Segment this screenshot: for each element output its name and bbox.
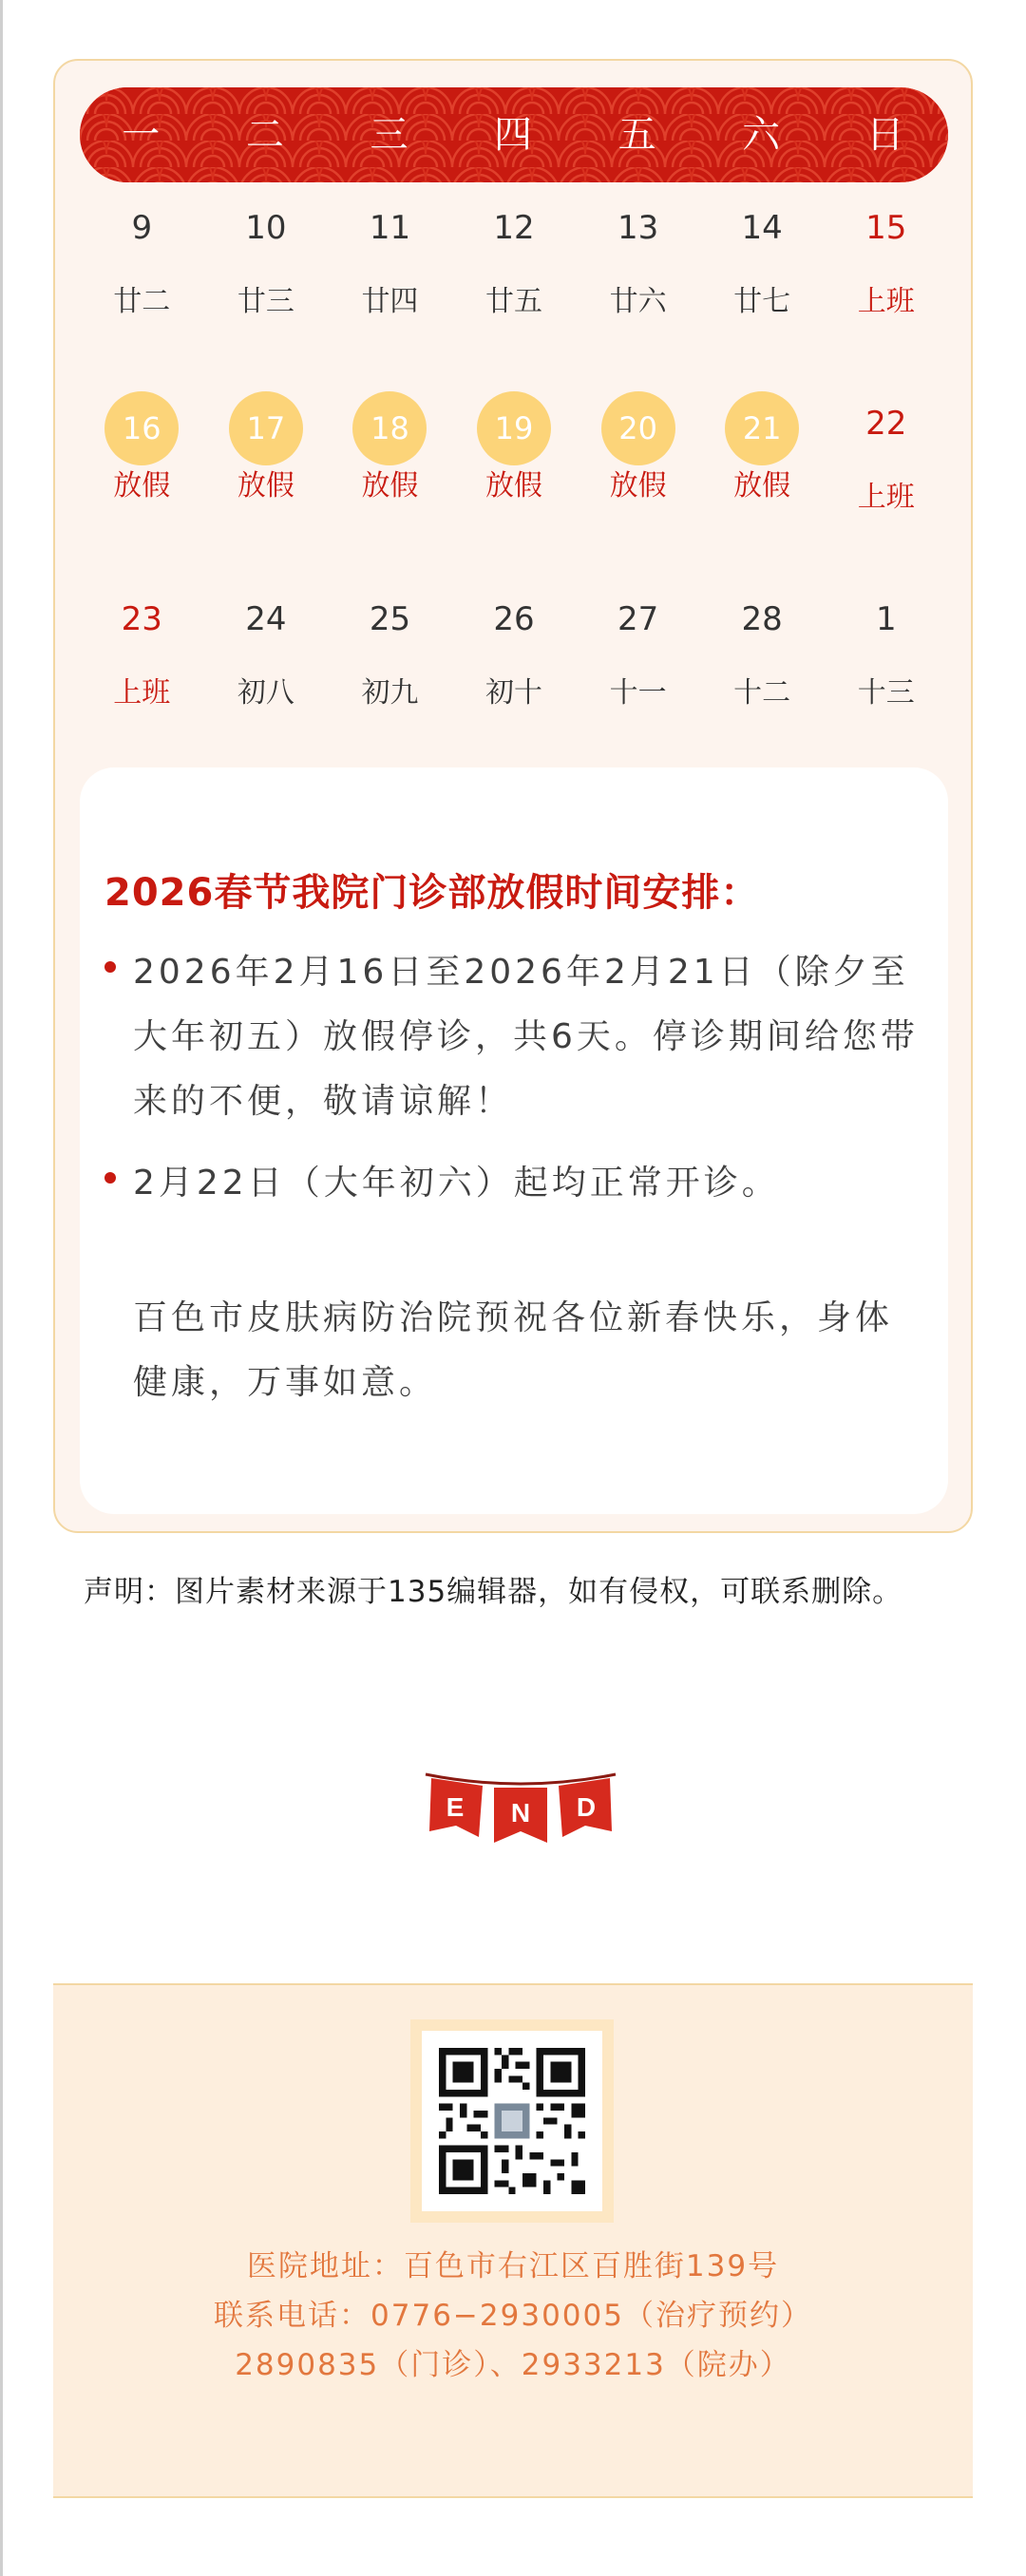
end-letter-e: E [446,1792,465,1822]
holiday-label: 放假 [485,469,543,502]
holiday-date-circle: 17 [229,391,303,465]
contact-info [53,2242,973,2390]
contact-phone-extra: 2890835（门诊）、2933213（院办） [235,2348,791,2382]
holiday-label: 放假 [609,469,667,502]
holiday-date-circle: 19 [477,391,551,465]
holiday-label: 放假 [361,469,419,502]
end-letter-n: N [510,1798,531,1828]
calendar-day-holiday [80,378,204,574]
bullet-dot-icon [104,1172,116,1184]
day-number: 10 [245,209,287,247]
day-number: 22 [865,405,907,443]
end-flag-n [494,1788,547,1843]
left-edge-divider [0,0,3,2576]
day-number: 15 [865,209,907,247]
calendar-day [80,182,204,378]
lunar-date: 廿四 [361,285,419,318]
holiday-date-circle: 21 [725,391,799,465]
contact-phone: 联系电话：0776−2930005（治疗预约） [214,2299,812,2333]
holiday-label: 放假 [733,469,791,502]
weekday-sun: 日 [865,113,906,157]
lunar-date: 十一 [609,676,667,710]
day-number: 12 [493,209,535,247]
calendar-day [700,182,825,378]
day-number: 11 [369,209,411,247]
weekday-fri: 五 [618,113,658,157]
calendar-week-row [80,574,948,769]
image-source-disclaimer: 声明：图片素材来源于135编辑器，如有侵权，可联系删除。 [84,1575,903,1609]
notice-bullet-text: 2026年2月16日至2026年2月21日（除夕至大年初五）放假停诊，共6天。停诊期间给您带来的不便，敬请谅解！ [133,953,919,1121]
day-number: 13 [617,209,659,247]
notice-title [104,862,759,917]
weekday-thu: 四 [494,113,535,157]
workday-label: 上班 [113,676,171,710]
calendar-day [452,574,577,769]
day-number: 26 [493,600,535,638]
calendar-day-holiday [700,378,825,574]
workday-label: 上班 [857,481,915,514]
day-number: 28 [741,600,783,638]
lunar-date: 廿六 [609,285,667,318]
new-year-greeting: 百色市皮肤病防治院预祝各位新春快乐，身体健康，万事如意。 [133,1298,894,1402]
lunar-date: 初八 [237,676,294,710]
day-number: 14 [741,209,783,247]
lunar-date: 廿三 [237,285,294,318]
calendar-day-workday [824,182,948,378]
weekday-mon: 一 [122,113,162,157]
notice-bullet-item [104,940,931,1134]
calendar-day-workday [824,378,948,574]
bullet-dot-icon [104,961,116,973]
calendar-week-row [80,182,948,378]
qr-code-image [422,2031,602,2211]
calendar-day [700,574,825,769]
calendar-day-holiday [204,378,329,574]
calendar-card [53,59,973,1533]
calendar-day [328,182,452,378]
lunar-date: 十二 [733,676,791,710]
day-number: 25 [369,600,411,638]
calendar-grid [80,182,948,769]
holiday-date-circle: 16 [104,391,179,465]
notice-title-year: 2026 [104,871,215,915]
lunar-date: 初十 [485,676,543,710]
calendar-day-workday [80,574,204,769]
calendar-day [204,574,329,769]
weekday-header [80,87,948,182]
lunar-date: 初九 [361,676,419,710]
day-number: 1 [875,600,897,638]
calendar-day [824,574,948,769]
calendar-day [204,182,329,378]
holiday-date-circle: 18 [352,391,427,465]
end-letter-d: D [576,1792,597,1822]
lunar-date: 廿五 [485,285,543,318]
weekday-wed: 三 [370,113,410,157]
end-banner-icon [424,1769,618,1845]
qr-code-frame [410,2019,614,2223]
calendar-day [576,574,700,769]
calendar-day-holiday [328,378,452,574]
calendar-day [328,574,452,769]
weekday-tue: 二 [245,113,286,157]
holiday-notice-box [80,767,948,1514]
calendar-day [576,182,700,378]
qr-code-icon [439,2048,585,2194]
lunar-date: 十三 [857,676,915,710]
workday-label: 上班 [857,285,915,318]
day-number: 27 [617,600,659,638]
day-number: 23 [121,600,162,638]
lunar-date: 廿二 [113,285,171,318]
holiday-date-circle: 20 [601,391,675,465]
hospital-address: 医院地址：百色市右江区百胜街139号 [246,2249,780,2283]
calendar-day-holiday [576,378,700,574]
end-flag-d [559,1778,612,1837]
weekday-sat: 六 [742,113,783,157]
end-flag-e [429,1778,483,1837]
calendar-day-holiday [452,378,577,574]
notice-title-text: 春节我院门诊部放假时间安排： [214,871,760,915]
holiday-label: 放假 [237,469,294,502]
calendar-week-row [80,378,948,574]
holiday-label: 放假 [113,469,171,502]
notice-bullet-item [104,1151,931,1216]
contact-footer [53,1983,973,2498]
calendar-day [452,182,577,378]
day-number: 9 [131,209,153,247]
day-number: 24 [245,600,287,638]
lunar-date: 廿七 [733,285,791,318]
notice-bullet-text: 2月22日（大年初六）起均正常开诊。 [133,1164,780,1203]
